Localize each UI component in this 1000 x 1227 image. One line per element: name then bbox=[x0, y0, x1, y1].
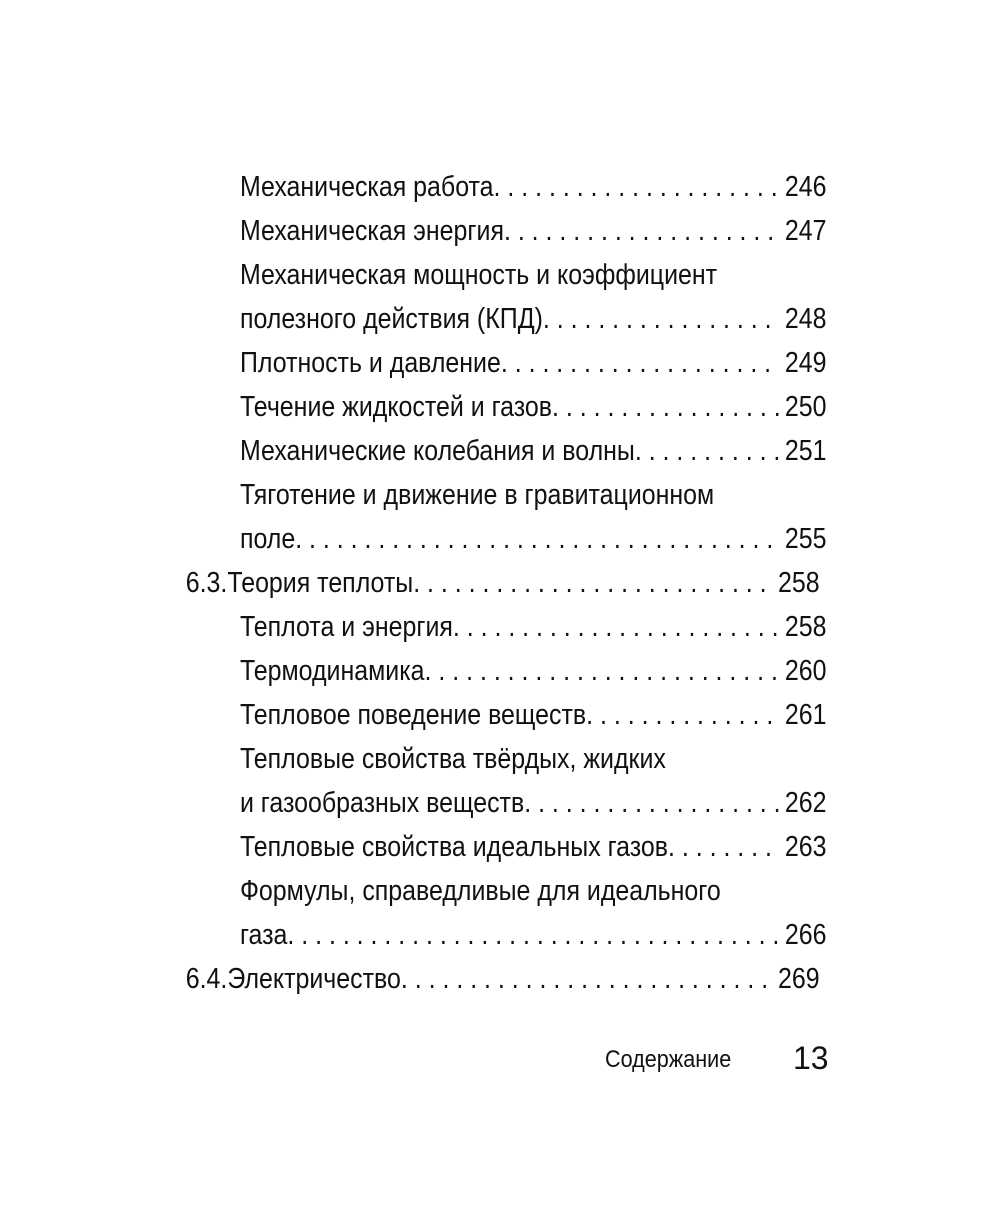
toc-entry-page: 251 bbox=[784, 435, 827, 467]
toc-entry-title: поле bbox=[239, 523, 296, 555]
leader-dots bbox=[501, 341, 780, 385]
leader-dots bbox=[401, 957, 773, 1001]
toc-entry-title: Механическая энергия bbox=[239, 215, 504, 247]
toc-section[interactable] bbox=[0, 561, 860, 605]
toc-entry-page: 246 bbox=[784, 171, 827, 203]
toc-entry-title: Механическая мощность и коэффициент bbox=[239, 259, 718, 291]
toc-entry[interactable] bbox=[0, 517, 860, 561]
toc-entry-continued[interactable] bbox=[0, 473, 860, 517]
toc-entry-title: Плотность и давление bbox=[239, 347, 501, 379]
toc-entry-title: полезного действия (КПД) bbox=[239, 303, 543, 335]
toc-entry-page: 261 bbox=[784, 699, 827, 731]
running-footer-title: Содержание bbox=[605, 1046, 732, 1073]
toc-section-number: 6.4. bbox=[185, 963, 228, 995]
toc-section[interactable] bbox=[0, 957, 860, 1001]
leader-dots bbox=[494, 165, 780, 209]
leader-dots bbox=[425, 649, 780, 693]
toc-entry-page: 269 bbox=[777, 963, 820, 995]
leader-dots bbox=[287, 913, 779, 957]
toc-entry[interactable] bbox=[0, 297, 860, 341]
toc-entry-continued[interactable] bbox=[0, 737, 860, 781]
toc-entry-title: газа bbox=[239, 919, 288, 951]
toc-entry[interactable] bbox=[0, 913, 860, 957]
toc-entry-title: Тепловые свойства твёрдых, жидких bbox=[239, 743, 666, 775]
leader-dots bbox=[543, 297, 780, 341]
toc-entry[interactable] bbox=[0, 781, 860, 825]
toc-entry[interactable] bbox=[0, 341, 860, 385]
leader-dots bbox=[295, 517, 779, 561]
toc-entry-title: Тепловые свойства идеальных газов bbox=[239, 831, 669, 863]
toc-entry[interactable] bbox=[0, 825, 860, 869]
leader-dots bbox=[586, 693, 780, 737]
toc-entry[interactable] bbox=[0, 649, 860, 693]
toc-entry[interactable] bbox=[0, 385, 860, 429]
toc-entry-title: Тепловое поведение веществ bbox=[239, 699, 587, 731]
toc-entry-continued[interactable] bbox=[0, 253, 860, 297]
toc-entry[interactable] bbox=[0, 209, 860, 253]
toc-entry-title: Тяготение и движение в гравитационном bbox=[239, 479, 715, 511]
toc-entry-title: Теория теплоты bbox=[227, 567, 414, 599]
toc-entry-title: и газообразных веществ bbox=[239, 787, 525, 819]
toc-entry-page: 258 bbox=[784, 611, 827, 643]
page-footer bbox=[0, 1038, 1000, 1082]
toc-entry[interactable] bbox=[0, 693, 860, 737]
toc-entry-title: Электричество bbox=[227, 963, 401, 995]
toc-entry-title: Механические колебания и волны bbox=[239, 435, 635, 467]
toc-entry-page: 263 bbox=[784, 831, 827, 863]
toc-entry[interactable] bbox=[0, 165, 860, 209]
toc-entry-page: 250 bbox=[784, 391, 827, 423]
leader-dots bbox=[635, 429, 780, 473]
toc-entry-title: Термодинамика bbox=[239, 655, 425, 687]
toc-entry-page: 266 bbox=[784, 919, 827, 951]
leader-dots bbox=[453, 605, 780, 649]
toc-entry-title: Формулы, справедливые для идеального bbox=[239, 875, 721, 907]
toc-entry[interactable] bbox=[0, 429, 860, 473]
toc-entry-title: Механическая работа bbox=[239, 171, 494, 203]
toc-entry-page: 255 bbox=[784, 523, 827, 555]
leader-dots bbox=[413, 561, 773, 605]
toc-entry-title: Течение жидкостей и газов bbox=[239, 391, 553, 423]
toc-entry[interactable] bbox=[0, 605, 860, 649]
leader-dots bbox=[504, 209, 780, 253]
leader-dots bbox=[552, 385, 780, 429]
toc-entry-page: 258 bbox=[777, 567, 820, 599]
leader-dots bbox=[668, 825, 780, 869]
toc-entry-page: 247 bbox=[784, 215, 827, 247]
toc-section-number: 6.3. bbox=[185, 567, 228, 599]
leader-dots bbox=[524, 781, 779, 825]
toc-entry-page: 248 bbox=[784, 303, 827, 335]
page-number: 13 bbox=[793, 1040, 829, 1076]
toc-entry-title: Теплота и энергия bbox=[239, 611, 453, 643]
toc-entry-continued[interactable] bbox=[0, 869, 860, 913]
table-of-contents bbox=[0, 165, 1000, 1001]
toc-entry-page: 262 bbox=[784, 787, 827, 819]
toc-entry-page: 260 bbox=[784, 655, 827, 687]
toc-entry-page: 249 bbox=[784, 347, 827, 379]
